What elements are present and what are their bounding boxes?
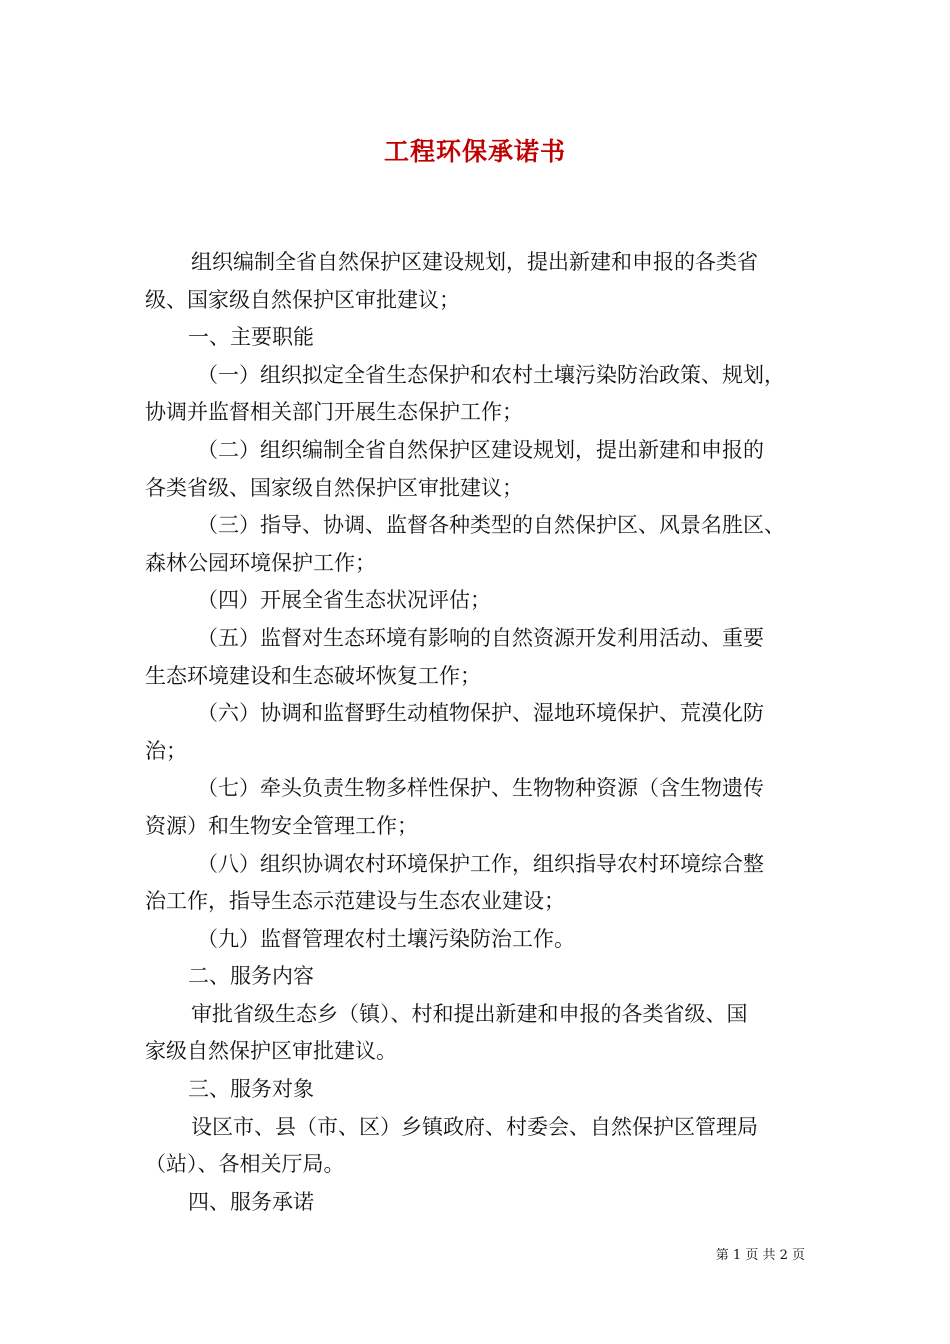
- paragraph-line: 设区市、县（市、区）乡镇政府、村委会、自然保护区管理局: [191, 1114, 758, 1139]
- paragraph-line: （八）组织协调农村环境保护工作，组织指导农村环境综合整: [197, 851, 764, 876]
- paragraph-line: 治工作，指导生态示范建设与生态农业建设；: [145, 889, 565, 914]
- paragraph-line: 生态环境建设和生态破坏恢复工作；: [145, 663, 481, 688]
- paragraph-line: 协调并监督相关部门开展生态保护工作；: [145, 400, 523, 425]
- paragraph-line: （二）组织编制全省自然保护区建设规划，提出新建和申报的: [197, 437, 764, 462]
- paragraph-line: （九）监督管理农村土壤污染防治工作。: [197, 926, 575, 951]
- paragraph-line: 家级自然保护区审批建议。: [145, 1039, 397, 1064]
- document-body: [145, 244, 810, 1221]
- section-heading: 二、服务内容: [188, 964, 314, 989]
- paragraph-line: （五）监督对生态环境有影响的自然资源开发利用活动、重要: [197, 625, 764, 650]
- section-heading: 四、服务承诺: [188, 1189, 314, 1214]
- paragraph-line: （四）开展全省生态状况评估；: [197, 588, 491, 613]
- paragraph-line: 级、国家级自然保护区审批建议；: [145, 287, 460, 312]
- paragraph-line: （六）协调和监督野生动植物保护、湿地环境保护、荒漠化防: [197, 701, 764, 726]
- paragraph-line: （三）指导、协调、监督各种类型的自然保护区、风景名胜区、: [197, 513, 785, 538]
- document-title: 工程环保承诺书: [383, 137, 566, 166]
- paragraph-line: （七）牵头负责生物多样性保护、生物物种资源（含生物遗传: [197, 776, 764, 801]
- paragraph-line: （站）、各相关厅局。: [145, 1152, 345, 1177]
- paragraph-line: 治；: [145, 738, 187, 763]
- paragraph-line: 审批省级生态乡（镇）、村和提出新建和申报的各类省级、国: [191, 1001, 748, 1026]
- page-number: 第 1 页 共 2 页: [715, 1248, 805, 1263]
- paragraph-line: 组织编制全省自然保护区建设规划，提出新建和申报的各类省: [191, 250, 758, 274]
- section-heading: 三、服务对象: [188, 1077, 314, 1102]
- paragraph-line: 森林公园环境保护工作；: [145, 550, 376, 575]
- section-heading: 一、主要职能: [188, 325, 314, 350]
- paragraph-line: 各类省级、国家级自然保护区审批建议；: [145, 475, 523, 500]
- paragraph-line: 资源）和生物安全管理工作；: [145, 813, 418, 838]
- paragraph-line: （一）组织拟定全省生态保护和农村土壤污染防治政策、规划，: [197, 362, 785, 387]
